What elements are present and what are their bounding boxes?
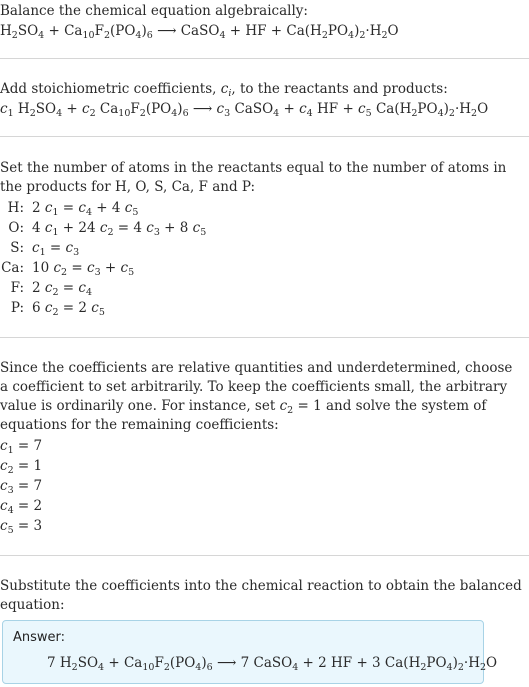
coefficients-text: Add stoichiometric coefficients, $c_i$, to the reactants and products: — [0, 81, 448, 99]
atom-expression: 4 $c_1 + 24$ $c_2 = 4$ $c_3 + 8$ $c_5$ — [32, 220, 207, 238]
atom-label: O: — [8, 220, 24, 236]
answer-equation: 7 $H_2SO_4 + Ca_{10}F_2(PO_4)_6$ ⟶ 7 CaSO$_4$ + 2 HF + 3 $Ca(H_2PO_4)_2\cdot H_2O$ — [47, 655, 498, 673]
coefficients-equation: $c_1$ $H_2SO_4 + c_2$ $Ca_{10}F_2(PO_4)_6$ ⟶ $c_3$ CaSO$_4$ + $c_4$ HF + $c_5$ $Ca(H_2PO_4)_2\cdot H_2O$ — [0, 101, 489, 119]
atom-equation-row — [0, 299, 105, 317]
atom-equation-row — [0, 279, 92, 297]
coefficient-value: $c_3 = 7$ — [0, 478, 43, 496]
answer-label: Answer: — [13, 630, 66, 645]
coefficient-value: $c_4 = 2$ — [0, 498, 43, 516]
answer-box — [2, 620, 498, 684]
intro-text: Balance the chemical equation algebraically: — [0, 3, 308, 19]
atom-equation-row — [0, 239, 79, 257]
atom-label: Ca: — [1, 260, 24, 276]
atom-expression: $c_1 = c_3$ — [32, 240, 80, 258]
atoms-text: Set the number of atoms in the reactants equal to the number of atoms in the products for H, O, S, Ca, F and P: — [0, 160, 507, 195]
atom-label: P: — [10, 300, 24, 316]
coefficient-value: $c_5 = 3$ — [0, 518, 43, 536]
atom-expression: 10 $c_2 = c_3 + c_5$ — [32, 260, 135, 278]
divider — [0, 555, 529, 556]
coefficient-value: $c_1 = 7$ — [0, 438, 43, 456]
atom-label: S: — [10, 240, 24, 256]
divider — [0, 337, 529, 338]
atom-expression: 2 $c_1 = c_4 + 4$ $c_5$ — [32, 200, 139, 218]
divider — [0, 136, 529, 137]
atom-equation-row — [0, 219, 206, 237]
atom-equation-row — [0, 199, 138, 217]
substitute-text: Substitute the coefficients into the chemical reaction to obtain the balanced equation: — [0, 578, 522, 613]
atom-expression: 2 $c_2 = c_4$ — [32, 280, 93, 298]
atom-label: H: — [7, 200, 24, 216]
divider — [0, 58, 529, 59]
atom-equation-row — [0, 259, 134, 277]
solve-text: Since the coefficients are relative quantities and underdetermined, choose a coefficient to set arbitrarily. To keep the coefficients small, the arbitrary value is ordinarily one. For instance, set $c_2 = 1$ and solve the system of equations for the remaining coefficients: — [0, 360, 513, 433]
intro-equation: $H_2SO_4 + Ca_{10}F_2(PO_4)_6$ ⟶ CaSO$_4$ + HF + $Ca(H_2PO_4)_2\cdot H_2O$ — [0, 23, 399, 41]
coefficient-value: $c_2 = 1$ — [0, 458, 43, 476]
atom-expression: 6 $c_2 = 2$ $c_5$ — [32, 300, 105, 318]
atom-label: F: — [10, 280, 24, 296]
